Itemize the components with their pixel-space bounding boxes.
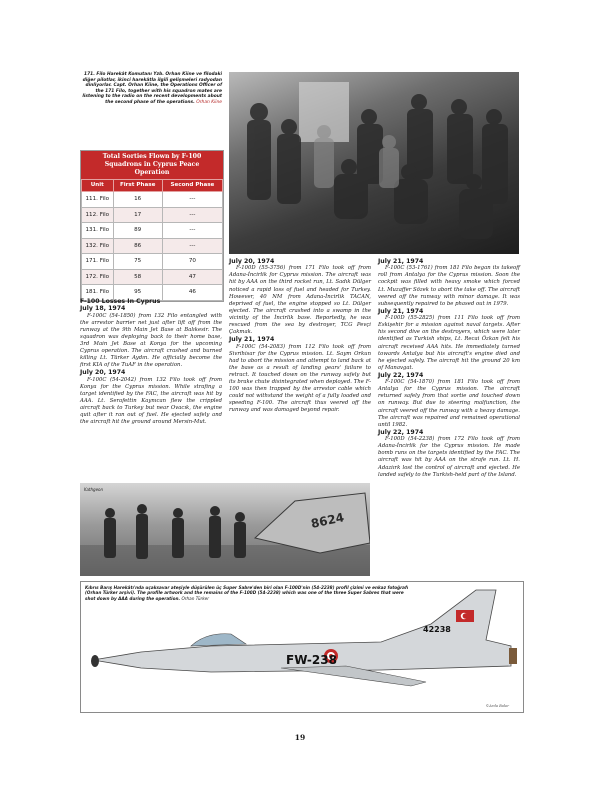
aircraft-exhaust (509, 648, 517, 664)
section-heading: F-100 Losses In Cyprus (80, 298, 161, 305)
table-row (82, 223, 223, 239)
cell-first: 86 (113, 238, 162, 254)
cell-first: 75 (113, 254, 162, 270)
aircraft-profile-box (80, 581, 524, 713)
svg-text:8624: 8624 (309, 510, 346, 531)
aircraft-intake (91, 655, 99, 667)
table-row (82, 269, 223, 285)
cell-second: 46 (162, 285, 222, 301)
entry-text: F-100C (54-1850) from 132 Filo entangled with the arrestor barrier net just after lift off from the runway at the 9th Main Jet Base at Balıkesir. The squadron was deploying back to their home base, 3rd Main Jet Base at Konya for the upcoming Cyprus operation. The aircraft crashed and burned killing Lt. Türker Aydın. He officially become the first KIA of the TuAF in the operation. (80, 312, 222, 369)
entry-text: F-100C (54-2042) from 132 Filo took off from Konya for the Cyprus mission. While strafing a target identified by the FAC, the aircraft was hit by AAA. Lt. Serafettin Kaynıcan flew the crippled aircraft back to Turkey but near Ovacık, the engine quit after it ran out of fuel. He ejected safely and the aircraft hit the ground around Mersin-Mut. (80, 376, 222, 426)
entry-text: F-100C (54-2083) from 112 Filo took off from Sivrihisar for the Cyprus mission. Lt. Saym Orkun had to abort the mission and attempt to land back at the base as a result of landing gears' failure to retract. It touched down on the runway safely but its brake chute disintegrated when deployed. The F-100 was then trapped by the arrestor cable which could not withstand the weight of a fully loaded and speeding F-100. The aircraft thus veered off the runway and was damaged beyond repair. (229, 343, 371, 414)
fuselage-code: FW-238 (286, 653, 337, 667)
cell-first: 58 (113, 269, 162, 285)
entry-date: July 21, 1974 (378, 307, 424, 315)
top-caption-text: 171. Filo Harekât Komutanı Yzb. Orhan Kiine ve filodaki diğer pilotlar, ikinci harekâtla ilgili gelişmeleri radyodan dinliyorlar. Capt. Orhan Kiine, the Operations Officer of the 171 Filo, together with his squadron mates are listening to the radio on the recent developments about the second phase of the operations. (82, 72, 222, 105)
entry-date: July 22, 1974 (378, 428, 424, 436)
top-caption (80, 72, 222, 105)
cell-unit: 172. Filo (82, 269, 114, 285)
wreckage-photo (80, 483, 370, 576)
profile-caption-text: Kıbrıs Barış Harekâtı'nda uçaksavar ateşiyle düşürülen üç Super Sabre'den biri olan F-100D'nin (54-2238) profil çizimi ve enkaz fotoğrafı (Orhan Türker arşivi). The profile artwork and the remains of the F-100D (54-2238) which was one of the three Super Sabres that were shot down by AAA during the operation. (85, 585, 409, 601)
table-header-second-phase: Second Phase (162, 180, 222, 192)
page-number: 19 (294, 733, 306, 742)
pilots-photo-shapes (229, 72, 519, 254)
photo-credit-mark: Kathgeon (84, 487, 104, 492)
aircraft-canopy (191, 634, 246, 646)
entry-date: July 20, 1974 (80, 369, 126, 377)
cell-second: --- (162, 238, 222, 254)
profile-caption-credit: Orhan Türker (181, 595, 209, 601)
cell-unit: 111. Filo (82, 192, 114, 208)
sorties-table (81, 179, 223, 301)
entry-text: F-100D (55-2825) from 111 Filo took off from Eskişehir for a mission against naval targets. After his second dive on the destroyers, which were later identified as Turkish ships, Lt. Recai Özkan felt his aircraft received AAA hits. He immediately turned towards Antalya but his aircraft's engine died and he ejected safely. The aircraft hit the ground 20 km of Manavgat. (378, 315, 520, 371)
cell-first: 16 (113, 192, 162, 208)
entry-date: July 21, 1974 (229, 336, 275, 344)
cell-unit: 171. Filo (82, 254, 114, 270)
cell-second: 70 (162, 254, 222, 270)
losses-column-3 (378, 258, 520, 479)
table-row (82, 207, 223, 223)
table-title: Total Sorties Flown by F-100 Squadrons in Cyprus Peace Operation (81, 151, 223, 179)
cell-first: 89 (113, 223, 162, 239)
top-caption-credit: Orhan Kiine (196, 99, 222, 105)
entry-date: July 22, 1974 (378, 371, 424, 379)
table-row (82, 192, 223, 208)
cell-second: --- (162, 207, 222, 223)
losses-column-2 (229, 258, 371, 414)
table-row (82, 238, 223, 254)
tail-number: 42238 (423, 625, 451, 634)
losses-column-1 (80, 298, 222, 426)
wreckage-photo-shapes (80, 483, 370, 576)
aircraft-profile-illustration (81, 582, 523, 712)
entry-text: F-100D (55-3756) from 171 Filo took off from Adana-İncirlik for Cyprus mission. The aircraft was hit by AAA on the third rocket run, Lt. Sadık Dülger noticed a rapid loss of fuel and headed for Turkey. However, 40 NM from Adana-İncirlik TACAN, deprived of fuel, the engine stopped so Lt. Dülger ejected. The aircraft crashed into a swamp in the vicinity of the İncirlik base. Reportedly, he was rescued from the sea by destroyer, TCG Pevçi Çakmak. (229, 265, 371, 336)
table-row (82, 254, 223, 270)
entry-date: July 21, 1974 (378, 258, 424, 265)
entry-date: July 20, 1974 (229, 258, 275, 265)
cell-unit: 112. Filo (82, 207, 114, 223)
cell-first: 95 (113, 285, 162, 301)
table-header-first-phase: First Phase (113, 180, 162, 192)
table-header-unit: Unit (82, 180, 114, 192)
cell-unit: 132. Filo (82, 238, 114, 254)
entry-text: F-100C (53-1761) from 181 Filo began its takeoff roll from Antalya for the Cyprus mission. Soon the cockpit was filled with heavy smoke which forced Lt. Muzaffer Sözek to abort the take off. The aircraft veered off the runway with minor damage. It was subsequently repaired to be phased out in 1979. (378, 265, 520, 307)
cell-first: 17 (113, 207, 162, 223)
cell-second: --- (162, 223, 222, 239)
cell-second: --- (162, 192, 222, 208)
cell-unit: 131. Filo (82, 223, 114, 239)
entry-text: F-100C (54-1870) from 181 Filo took off from Antalya for the Cyprus mission. The aircraft returned safely from that sortie and touched down on runway. But due to steering malfunction, the aircraft veered off the runway with a heavy damage. The aircraft was repaired and remained operational until 1982. (378, 379, 520, 428)
entry-text: F-100D (54-2238) from 172 Filo took off from Adana-İncirlik for the Cyprus mission. He made bomb runs on the targets identified by the FAC. The aircraft was hit by AAA on the strafe run. Lt. H. Adaziırk lost the control of aircraft and ejected. He landed safely to the Turkish-held part of the Island. (378, 436, 520, 478)
entry-date: July 18, 1974 (80, 305, 126, 313)
pilots-photo (229, 72, 519, 254)
artist-signature: ©Arda Bakır (485, 704, 509, 708)
sorties-table-box (80, 150, 224, 302)
cell-second: 47 (162, 269, 222, 285)
cell-unit: 181. Filo (82, 285, 114, 301)
